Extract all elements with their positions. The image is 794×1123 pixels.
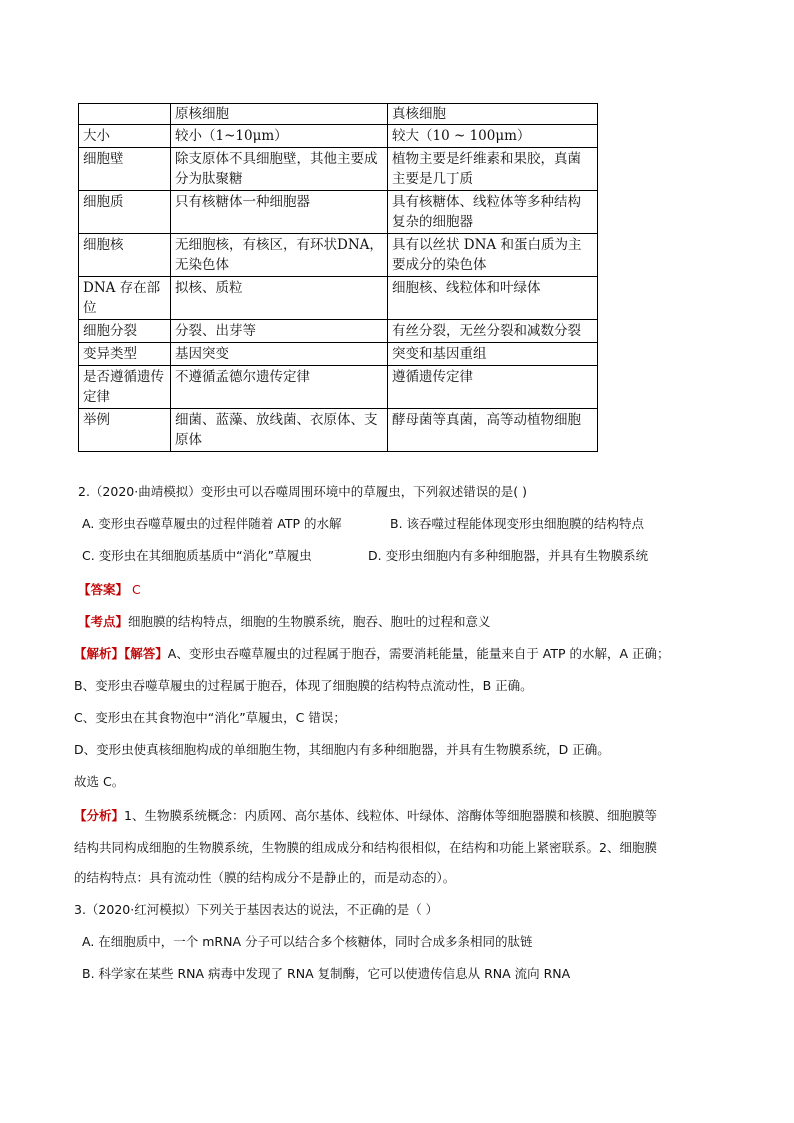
eukaryote-cell: 有丝分裂，无丝分裂和减数分裂 bbox=[388, 320, 598, 343]
prokaryote-cell: 较小（1~10μm） bbox=[171, 125, 388, 148]
row-label: 细胞核 bbox=[79, 234, 171, 277]
q3-option-a: A. 在细胞质中，一个 mRNA 分子可以结合多个核糖体，同时合成多条相同的肽链 bbox=[82, 934, 533, 949]
header-cell bbox=[79, 104, 171, 125]
q2-kaodian-line bbox=[78, 612, 728, 632]
answer-value: C bbox=[132, 582, 141, 597]
eukaryote-cell: 遵循遗传定律 bbox=[388, 366, 598, 409]
q2-fenxi-line bbox=[74, 806, 724, 826]
table-row bbox=[79, 320, 598, 343]
fenxi-tag: 【分析】 bbox=[74, 808, 125, 823]
q2-stem: 2.（2020·曲靖模拟）变形虫可以吞噬周围环境中的草履虫，下列叙述错误的是( ) bbox=[78, 484, 527, 499]
row-label: 举例 bbox=[79, 409, 171, 452]
q2-fenxi-3: 的结构特点：具有流动性（膜的结构成分不是静止的，而是动态的）。 bbox=[74, 870, 456, 885]
header-cell: 真核细胞 bbox=[388, 104, 598, 125]
eukaryote-cell: 植物主要是纤维素和果胶，真菌主要是几丁质 bbox=[388, 148, 598, 191]
row-label: 变异类型 bbox=[79, 343, 171, 366]
prokaryote-cell: 拟核、质粒 bbox=[171, 277, 388, 320]
q2-option-a: A. 变形虫吞噬草履虫的过程伴随着 ATP 的水解 bbox=[82, 516, 342, 531]
table-row bbox=[79, 366, 598, 409]
table-row bbox=[79, 343, 598, 366]
jiexi-tag: 【解析】【解答】 bbox=[74, 646, 168, 661]
table-row bbox=[79, 125, 598, 148]
row-label: 是否遵循遗传定律 bbox=[79, 366, 171, 409]
jiexi-a: A、变形虫吞噬草履虫的过程属于胞吞，需要消耗能量，能量来自于 ATP 的水解，A 正确； bbox=[167, 646, 670, 661]
row-label: 细胞壁 bbox=[79, 148, 171, 191]
prokaryote-cell: 无细胞核，有核区，有环状DNA，无染色体 bbox=[171, 234, 388, 277]
q2-option-d: D. 变形虫细胞内有多种细胞器，并具有生物膜系统 bbox=[368, 548, 649, 563]
row-label: 大小 bbox=[79, 125, 171, 148]
q2-choose: 故选 C。 bbox=[74, 774, 125, 789]
table-row bbox=[79, 148, 598, 191]
q2-jiexi-d: D、变形虫使真核细胞构成的单细胞生物，其细胞内有多种细胞器，并具有生物膜系统，D 正确。 bbox=[74, 742, 610, 757]
table-row bbox=[79, 191, 598, 234]
q3-stem: 3.（2020·红河模拟）下列关于基因表达的说法，不正确的是（ ） bbox=[74, 902, 439, 917]
kaodian-text: 细胞膜的结构特点，细胞的生物膜系统，胞吞、胞吐的过程和意义 bbox=[128, 614, 491, 629]
row-label: DNA 存在部位 bbox=[79, 277, 171, 320]
row-label: 细胞分裂 bbox=[79, 320, 171, 343]
header-cell: 原核细胞 bbox=[171, 104, 388, 125]
q3-option-b: B. 科学家在某些 RNA 病毒中发现了 RNA 复制酶，它可以使遗传信息从 RNA 流向 RNA bbox=[82, 966, 571, 981]
eukaryote-cell: 具有以丝状 DNA 和蛋白质为主要成分的染色体 bbox=[388, 234, 598, 277]
table-row bbox=[79, 409, 598, 452]
prokaryote-cell: 细菌、蓝藻、放线菌、衣原体、支原体 bbox=[171, 409, 388, 452]
kaodian-tag: 【考点】 bbox=[78, 614, 129, 629]
cell-comparison-table bbox=[78, 103, 598, 452]
q2-answer-line bbox=[78, 580, 728, 600]
table-row bbox=[79, 277, 598, 320]
eukaryote-cell: 突变和基因重组 bbox=[388, 343, 598, 366]
table-header-row bbox=[79, 104, 598, 125]
eukaryote-cell: 酵母菌等真菌，高等动植物细胞 bbox=[388, 409, 598, 452]
q2-jiexi-c: C、变形虫在其食物泡中“消化”草履虫，C 错误； bbox=[74, 710, 346, 725]
q2-option-b: B. 该吞噬过程能体现变形虫细胞膜的结构特点 bbox=[390, 516, 645, 531]
answer-tag: 【答案】 bbox=[78, 582, 129, 597]
table-row bbox=[79, 234, 598, 277]
eukaryote-cell: 具有核糖体、线粒体等多种结构复杂的细胞器 bbox=[388, 191, 598, 234]
prokaryote-cell: 不遵循孟德尔遗传定律 bbox=[171, 366, 388, 409]
prokaryote-cell: 只有核糖体一种细胞器 bbox=[171, 191, 388, 234]
q2-jiexi-b: B、变形虫吞噬草履虫的过程属于胞吞，体现了细胞膜的结构特点流动性，B 正确。 bbox=[74, 678, 533, 693]
prokaryote-cell: 基因突变 bbox=[171, 343, 388, 366]
eukaryote-cell: 较大（10 ~ 100μm） bbox=[388, 125, 598, 148]
row-label: 细胞质 bbox=[79, 191, 171, 234]
eukaryote-cell: 细胞核、线粒体和叶绿体 bbox=[388, 277, 598, 320]
fenxi-1: 1、生物膜系统概念：内质网、高尔基体、线粒体、叶绿体、溶酶体等细胞器膜和核膜、细胞膜等 bbox=[124, 808, 657, 823]
q2-fenxi-2: 结构共同构成细胞的生物膜系统，生物膜的组成成分和结构很相似，在结构和功能上紧密联系。2、细胞膜 bbox=[74, 840, 657, 855]
prokaryote-cell: 除支原体不具细胞壁，其他主要成分为肽聚糖 bbox=[171, 148, 388, 191]
prokaryote-cell: 分裂、出芽等 bbox=[171, 320, 388, 343]
q2-option-c: C. 变形虫在其细胞质基质中“消化”草履虫 bbox=[82, 548, 312, 563]
q2-jiexi-line bbox=[74, 644, 724, 664]
